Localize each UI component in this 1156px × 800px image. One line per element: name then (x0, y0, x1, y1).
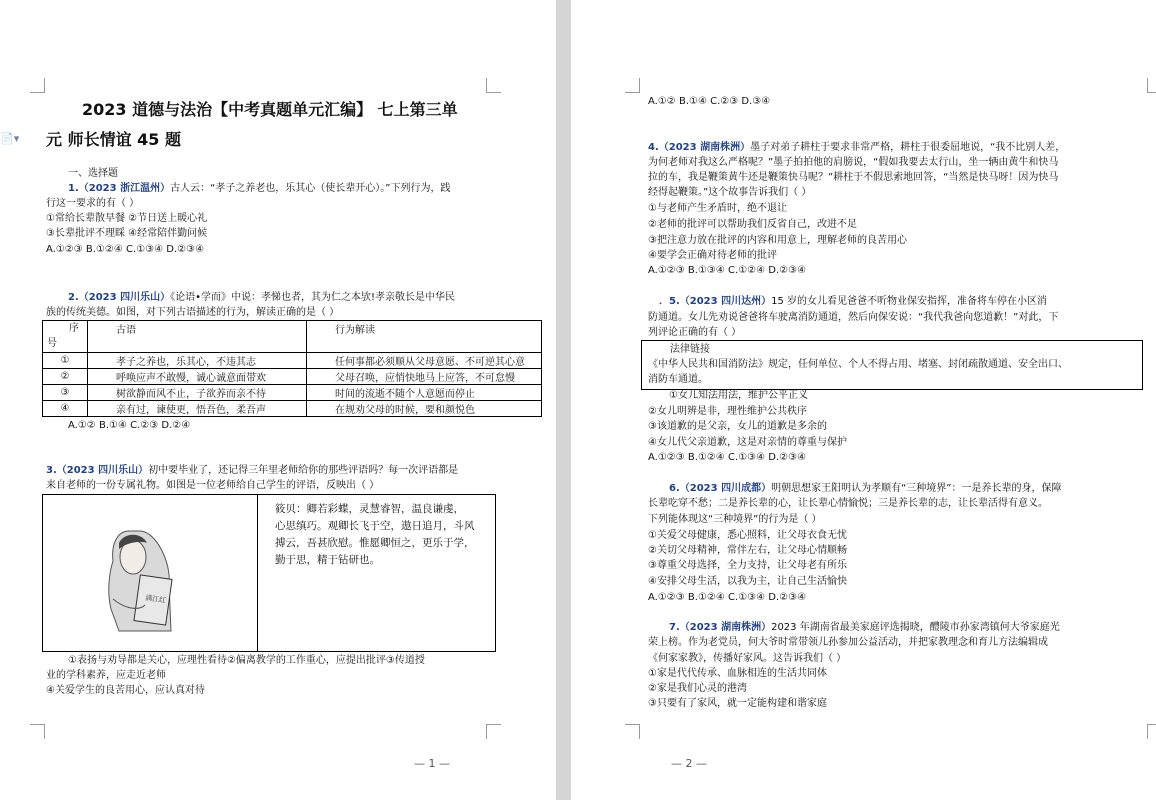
question-text: 《何家家教》，传播好家风。这告诉我们（ ） (648, 653, 847, 664)
question-text: 初中要毕业了，还记得三年里老师给你的那些评语吗？每一次评语都是 (148, 465, 459, 476)
option-line: ①与老师产生矛盾时，绝不退让 (648, 203, 787, 214)
question-label: 7.（2023 湖南株洲） (669, 622, 772, 633)
table-cell: 呼唤应声不敢慢，诚心诚意面带欢 (88, 369, 307, 385)
crop-mark (486, 78, 501, 93)
question-text: 《论语•学而》中说：孝悌也者，其为仁之本欤!孝亲敬长是中华民 (170, 292, 455, 303)
page-number: — 2 — (671, 757, 707, 770)
option-line: ③把注意力放在批评的内容和用意上，理解老师的良苦用心 (648, 235, 907, 246)
option-line: 业的学科素养，应走近老师 (46, 670, 166, 681)
option-line: ②女儿明辨是非，理性维护公共秩序 (648, 406, 807, 417)
option-line: ④要学会正确对待老师的批评 (648, 250, 777, 261)
comment-line: 勤于思，精于钻研也。 (275, 554, 380, 566)
question-text: 荣上榜。作为老党员，何大爷时常带领儿孙参加公益活动，并把家教理念和育儿方法编辑成 (648, 637, 1048, 648)
question-text: 墨子对弟子耕柱于要求非常严格，耕柱于很委屈地说，“我不比别人差， (750, 142, 1066, 153)
question-text: 为何老师对我这么严格呢？”墨子拍拍他的肩膀说，“假如我要去太行山，坐一辆由黄牛和快马 (648, 157, 1059, 168)
question-label: 6.（2023 四川成都） (669, 483, 772, 494)
question-label: 5.（2023 四川达州） (669, 296, 772, 307)
question-label: 3.（2023 四川乐山） (46, 465, 149, 476)
doc-title-line2: 元 师长情谊 45 题 (46, 130, 181, 149)
question-text: 行这一要求的有（ ） (46, 198, 140, 209)
question-text: 15 岁的女儿看见爸爸不听物业保安指挥，准备将车停在小区消 (771, 296, 1047, 307)
answer-choices: A.①②③ B.①②④ C.①③④ D.②③④ (648, 452, 807, 463)
option-line: ③只要有了家风，就一定能构建和谐家庭 (648, 698, 827, 709)
table-cell: ① (43, 353, 88, 369)
option-line: ④安排父母生活，以我为主，让自己生活愉快 (648, 576, 847, 587)
question-6 (669, 482, 1061, 495)
question-2 (68, 291, 455, 304)
law-link-text: 消防车通道。 (648, 374, 708, 385)
table-cell: ④ (43, 401, 88, 417)
box-divider (257, 495, 258, 651)
table-header-row (43, 321, 542, 353)
table-cell: 时间的流逝不随个人意愿而停止 (307, 385, 542, 401)
option-line: ④关爱学生的良苦用心，应认真对待 (46, 685, 205, 696)
question-text: 列评论正确的有（ ） (648, 327, 742, 338)
table-header-cell: 行为解读 (307, 321, 542, 353)
page-2 (571, 0, 1156, 800)
header-text: 号 (47, 338, 57, 349)
answer-choices: A.①②③ B.①②④ C.①③④ D.②③④ (46, 244, 205, 255)
question-text: 来自老师的一份专属礼物。如图是一位老师给自己学生的评语，反映出（ ） (46, 480, 380, 491)
question-text: 防通道。女儿先劝说爸爸将车驶离消防通道，然后向保安说：“我代我爸向您道歉！”对此，下 (648, 312, 1059, 323)
crop-mark (30, 78, 45, 93)
crop-mark (1147, 724, 1156, 739)
comment-line: 心思缜巧。观卿长飞于空，遨日追月，斗风 (275, 520, 475, 532)
question-text: 古人云：“孝子之养老也，乐其心（使长辈开心）。”下列行为，践 (170, 183, 451, 194)
crop-mark (1147, 78, 1156, 93)
question-7 (669, 621, 1060, 634)
law-link-text: 《中华人民共和国消防法》规定，任何单位、个人不得占用、堵塞、封闭疏散通道、安全出口、 (648, 359, 1068, 370)
question-label: 2.（2023 四川乐山） (68, 292, 171, 303)
table-cell: ③ (43, 385, 88, 401)
table-cell: 任何事都必须顺从父母意愿、不可逆其心意 (307, 353, 542, 369)
option-line: ③尊重父母选择，全力支持，让父母老有所乐 (648, 560, 847, 571)
answer-choices: A.①②③ B.①③④ C.①②④ D.②③④ (648, 265, 807, 276)
section-heading: 一、选择题 (68, 168, 118, 179)
header-text: 序 (69, 323, 79, 334)
teacher-comment (275, 501, 475, 569)
option-line: ①表扬与劝导都是关心，应理性看待②偏离教学的工作重心，应提出批评③传道授 (68, 655, 425, 666)
option-line: ④女儿代父亲道歉，这是对亲情的尊重与保护 (648, 437, 847, 448)
option-line: ③长辈批评不理睬 ④经常陪伴勤问候 (46, 228, 208, 239)
option-line: ②关切父母精神，常伴左右，让父母心情顺畅 (648, 545, 847, 556)
question-5 (659, 295, 1047, 308)
question-3 (46, 464, 458, 477)
table-cell: 树欲静而风不止，子欲养而亲不待 (88, 385, 307, 401)
table-cell: ② (43, 369, 88, 385)
question-text: 族的传统美德。如图，对下列古语描述的行为，解读正确的是（ ） (46, 307, 340, 318)
book-title-text: 满江红 (144, 593, 167, 605)
law-link-box (641, 340, 1143, 390)
teacher-comment-box (42, 494, 496, 652)
option-line: ③该道歉的是父亲，女儿的道歉是多余的 (648, 421, 827, 432)
comment-line: 筱贝：卿若彩蝶，灵慧睿智，温良谦虔， (275, 503, 464, 515)
table-row (43, 353, 542, 369)
option-line: ①女儿知法用法，维护公平正义 (669, 390, 808, 401)
law-link-title: 法律链接 (670, 344, 710, 355)
crop-mark (30, 724, 45, 739)
answer-choices: A.①②③ B.①②④ C.①③④ D.②③④ (648, 592, 807, 603)
option-line: ②家是我们心灵的港湾 (648, 683, 747, 694)
question-text: 明朝思想家王阳明认为孝顺有“三种境界”：一是养长辈的身，保障 (771, 483, 1062, 494)
option-line: ①关爱父母健康，悉心照料，让父母衣食无忧 (648, 530, 847, 541)
page-gutter (556, 0, 571, 800)
table-cell: 亲有过，谏使更，悟吾色，柔吾声 (88, 401, 307, 417)
question-text: 2023 年湖南省最美家庭评选揭晓，醴陵市孙家湾镇何大爷家庭光 (771, 622, 1060, 633)
table-row (43, 385, 542, 401)
answer-choices: A.①② B.①④ C.②③ D.③④ (648, 96, 771, 107)
table-header-cell (43, 321, 88, 353)
answer-choices: A.①② B.①④ C.②③ D.②④ (68, 420, 191, 431)
comment-line: 搏云，吾甚欣慰。惟愿卿恒之，更乐于学， (275, 537, 475, 549)
question-text: 长辈吃穿不愁；二是养长辈的心，让长辈心情愉悦；三是养长辈的志，让长辈活得有意义。 (648, 498, 1048, 509)
question-text: 拉的车，我是鞭策黄牛还是鞭策快马呢？”耕柱于不假思索地回答，“当然是快马呀！因为快马 (648, 172, 1059, 183)
option-line: ②老师的批评可以帮助我们反省自己，改进不足 (648, 219, 857, 230)
page-number: — 1 — (414, 757, 450, 770)
table-header-cell: 古语 (88, 321, 307, 353)
page-1 (0, 0, 556, 800)
question-label: 4.（2023 湖南株洲） (648, 142, 751, 153)
table-cell: 孝子之养也，乐其心，不违其志 (88, 353, 307, 369)
table-row (43, 401, 542, 417)
option-line: ①家是代代传承、血脉相连的生活共同体 (648, 668, 827, 679)
table-cell: 父母召唤，应悄快地马上应答，不可怠慢 (307, 369, 542, 385)
question-text: 下列能体现这“三种境界”的行为是（ ） (648, 514, 822, 525)
crop-mark (486, 724, 501, 739)
table-cell: 在规劝父母的时候，要和颜悦色 (307, 401, 542, 417)
table-row (43, 369, 542, 385)
crop-mark (625, 78, 640, 93)
question-label: 1.（2023 浙江温州） (68, 183, 171, 194)
question-1 (68, 182, 450, 195)
question-4 (648, 141, 1065, 154)
document-icon[interactable]: 📄▾ (0, 132, 20, 145)
doc-title-line1: 2023 道德与法治【中考真题单元汇编】 七上第三单 (82, 100, 458, 119)
question-text: 经得起鞭策。”这个故事告诉我们（ ） (648, 187, 812, 198)
proverb-table (42, 320, 542, 417)
crop-mark (625, 724, 640, 739)
student-reading-illustration (79, 513, 189, 639)
question-prefix: ． (659, 296, 669, 307)
option-line: ①常给长辈散早餐 ②节日送上暖心礼 (46, 213, 208, 224)
